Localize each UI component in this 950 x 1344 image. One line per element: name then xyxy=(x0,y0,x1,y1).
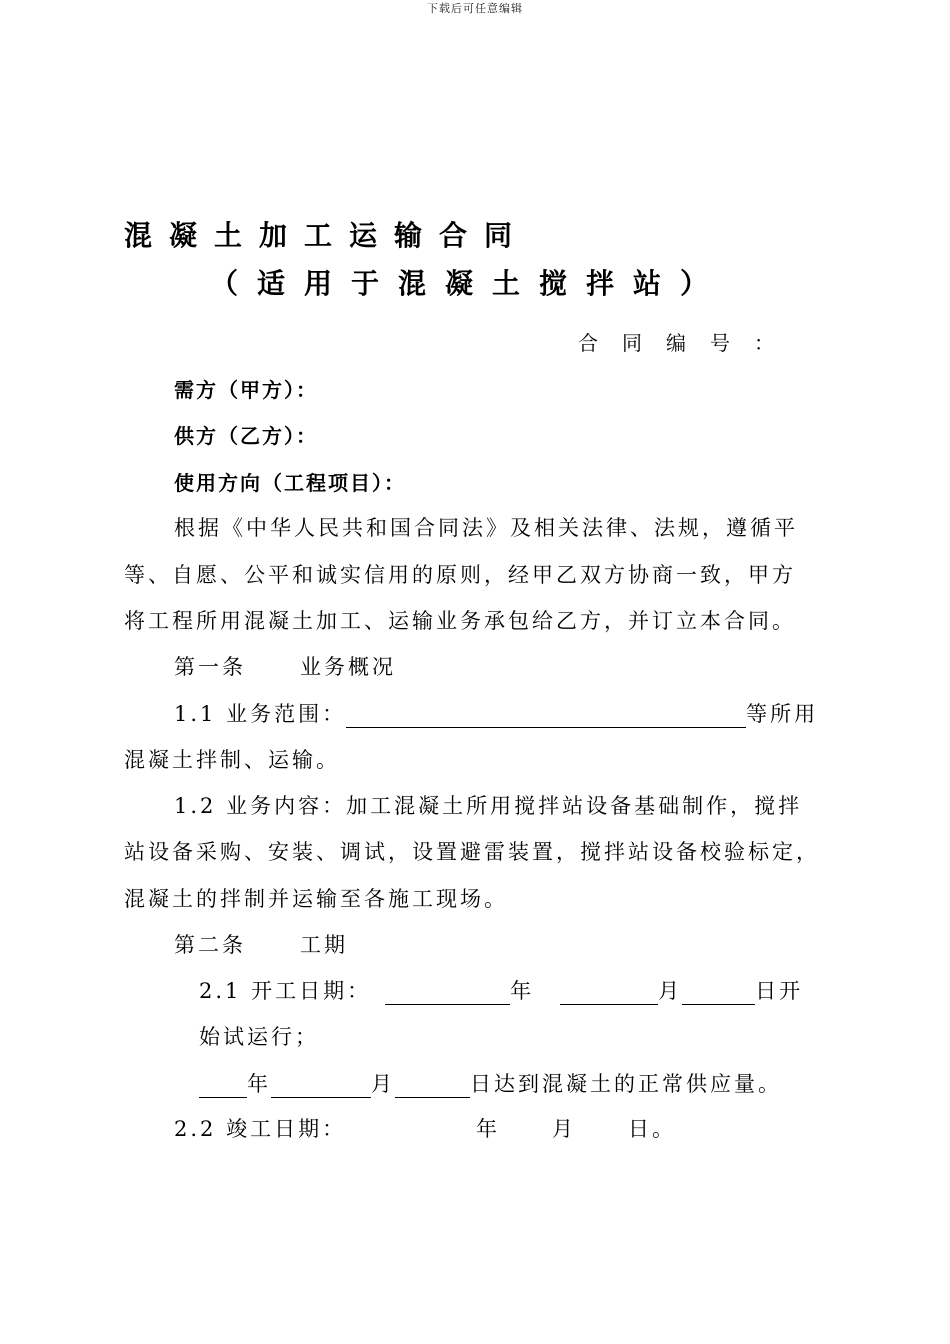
year-label: 年 xyxy=(247,1072,271,1096)
month-label: 月 xyxy=(371,1072,395,1096)
completion-day-label: 日。 xyxy=(628,1117,676,1141)
clause-2-1-line2 xyxy=(199,1068,782,1098)
clause-1-1-line xyxy=(174,698,818,728)
start-day-blank[interactable] xyxy=(682,982,755,1005)
contract-number-label: 合同编号： xyxy=(578,331,798,355)
intro-line: 根据《中华人民共和国合同法》及相关法律、法规，遵循平 xyxy=(174,516,798,540)
clause-1-2-line: 混凝土的拌制并运输至各施工现场。 xyxy=(124,887,508,911)
header-note: 下载后可任意编辑 xyxy=(427,2,523,15)
article-1-number: 第一条 xyxy=(174,655,246,679)
usage-label: 使用方向（工程项目）： xyxy=(174,471,406,495)
completion-year-label: 年 xyxy=(476,1117,500,1141)
day-start-label: 日开 xyxy=(755,979,804,1003)
supply-month-blank[interactable] xyxy=(271,1075,371,1098)
year-label: 年 xyxy=(510,979,535,1003)
clause-1-2-line: 站设备采购、安装、调试，设置避雷装置，搅拌站设备校验标定， xyxy=(124,840,820,864)
intro-line: 等、自愿、公平和诚实信用的原则，经甲乙双方协商一致，甲方 xyxy=(124,563,796,587)
clause-2-1-line xyxy=(199,975,803,1005)
month-label: 月 xyxy=(658,979,683,1003)
party-a-label: 需方（甲方）： xyxy=(174,378,318,402)
clause-2-1-cont: 始试运行； xyxy=(199,1025,319,1049)
clause-1-1-after: 等所用 xyxy=(746,702,819,726)
clause-1-2-line: 1.2 业务内容：加工混凝土所用搅拌站设备基础制作，搅拌 xyxy=(174,794,803,818)
article-2-number: 第二条 xyxy=(174,933,246,957)
start-month-blank[interactable] xyxy=(560,982,658,1005)
document-title: 混凝土加工运输合同 xyxy=(124,219,530,252)
clause-1-1-label: 1.1 业务范围： xyxy=(174,702,347,726)
clause-1-1-cont: 混凝土拌制、运输。 xyxy=(124,748,340,772)
clause-2-1-label: 2.1 开工日期： xyxy=(199,979,372,1003)
supply-year-blank[interactable] xyxy=(199,1075,247,1098)
business-scope-blank[interactable] xyxy=(346,705,746,728)
article-1-title: 业务概况 xyxy=(300,655,396,679)
party-b-label: 供方（乙方）： xyxy=(174,424,318,448)
start-year-blank[interactable] xyxy=(385,982,510,1005)
document-subtitle: （适用于混凝土搅拌站） xyxy=(210,267,728,300)
intro-line: 将工程所用混凝土加工、运输业务承包给乙方，并订立本合同。 xyxy=(124,609,796,633)
clause-2-2-label: 2.2 竣工日期： xyxy=(174,1117,347,1141)
supply-day-blank[interactable] xyxy=(395,1075,470,1098)
article-2-title: 工期 xyxy=(300,933,348,957)
completion-month-label: 月 xyxy=(552,1117,576,1141)
reach-label: 日达到混凝土的正常供应量。 xyxy=(470,1072,782,1096)
